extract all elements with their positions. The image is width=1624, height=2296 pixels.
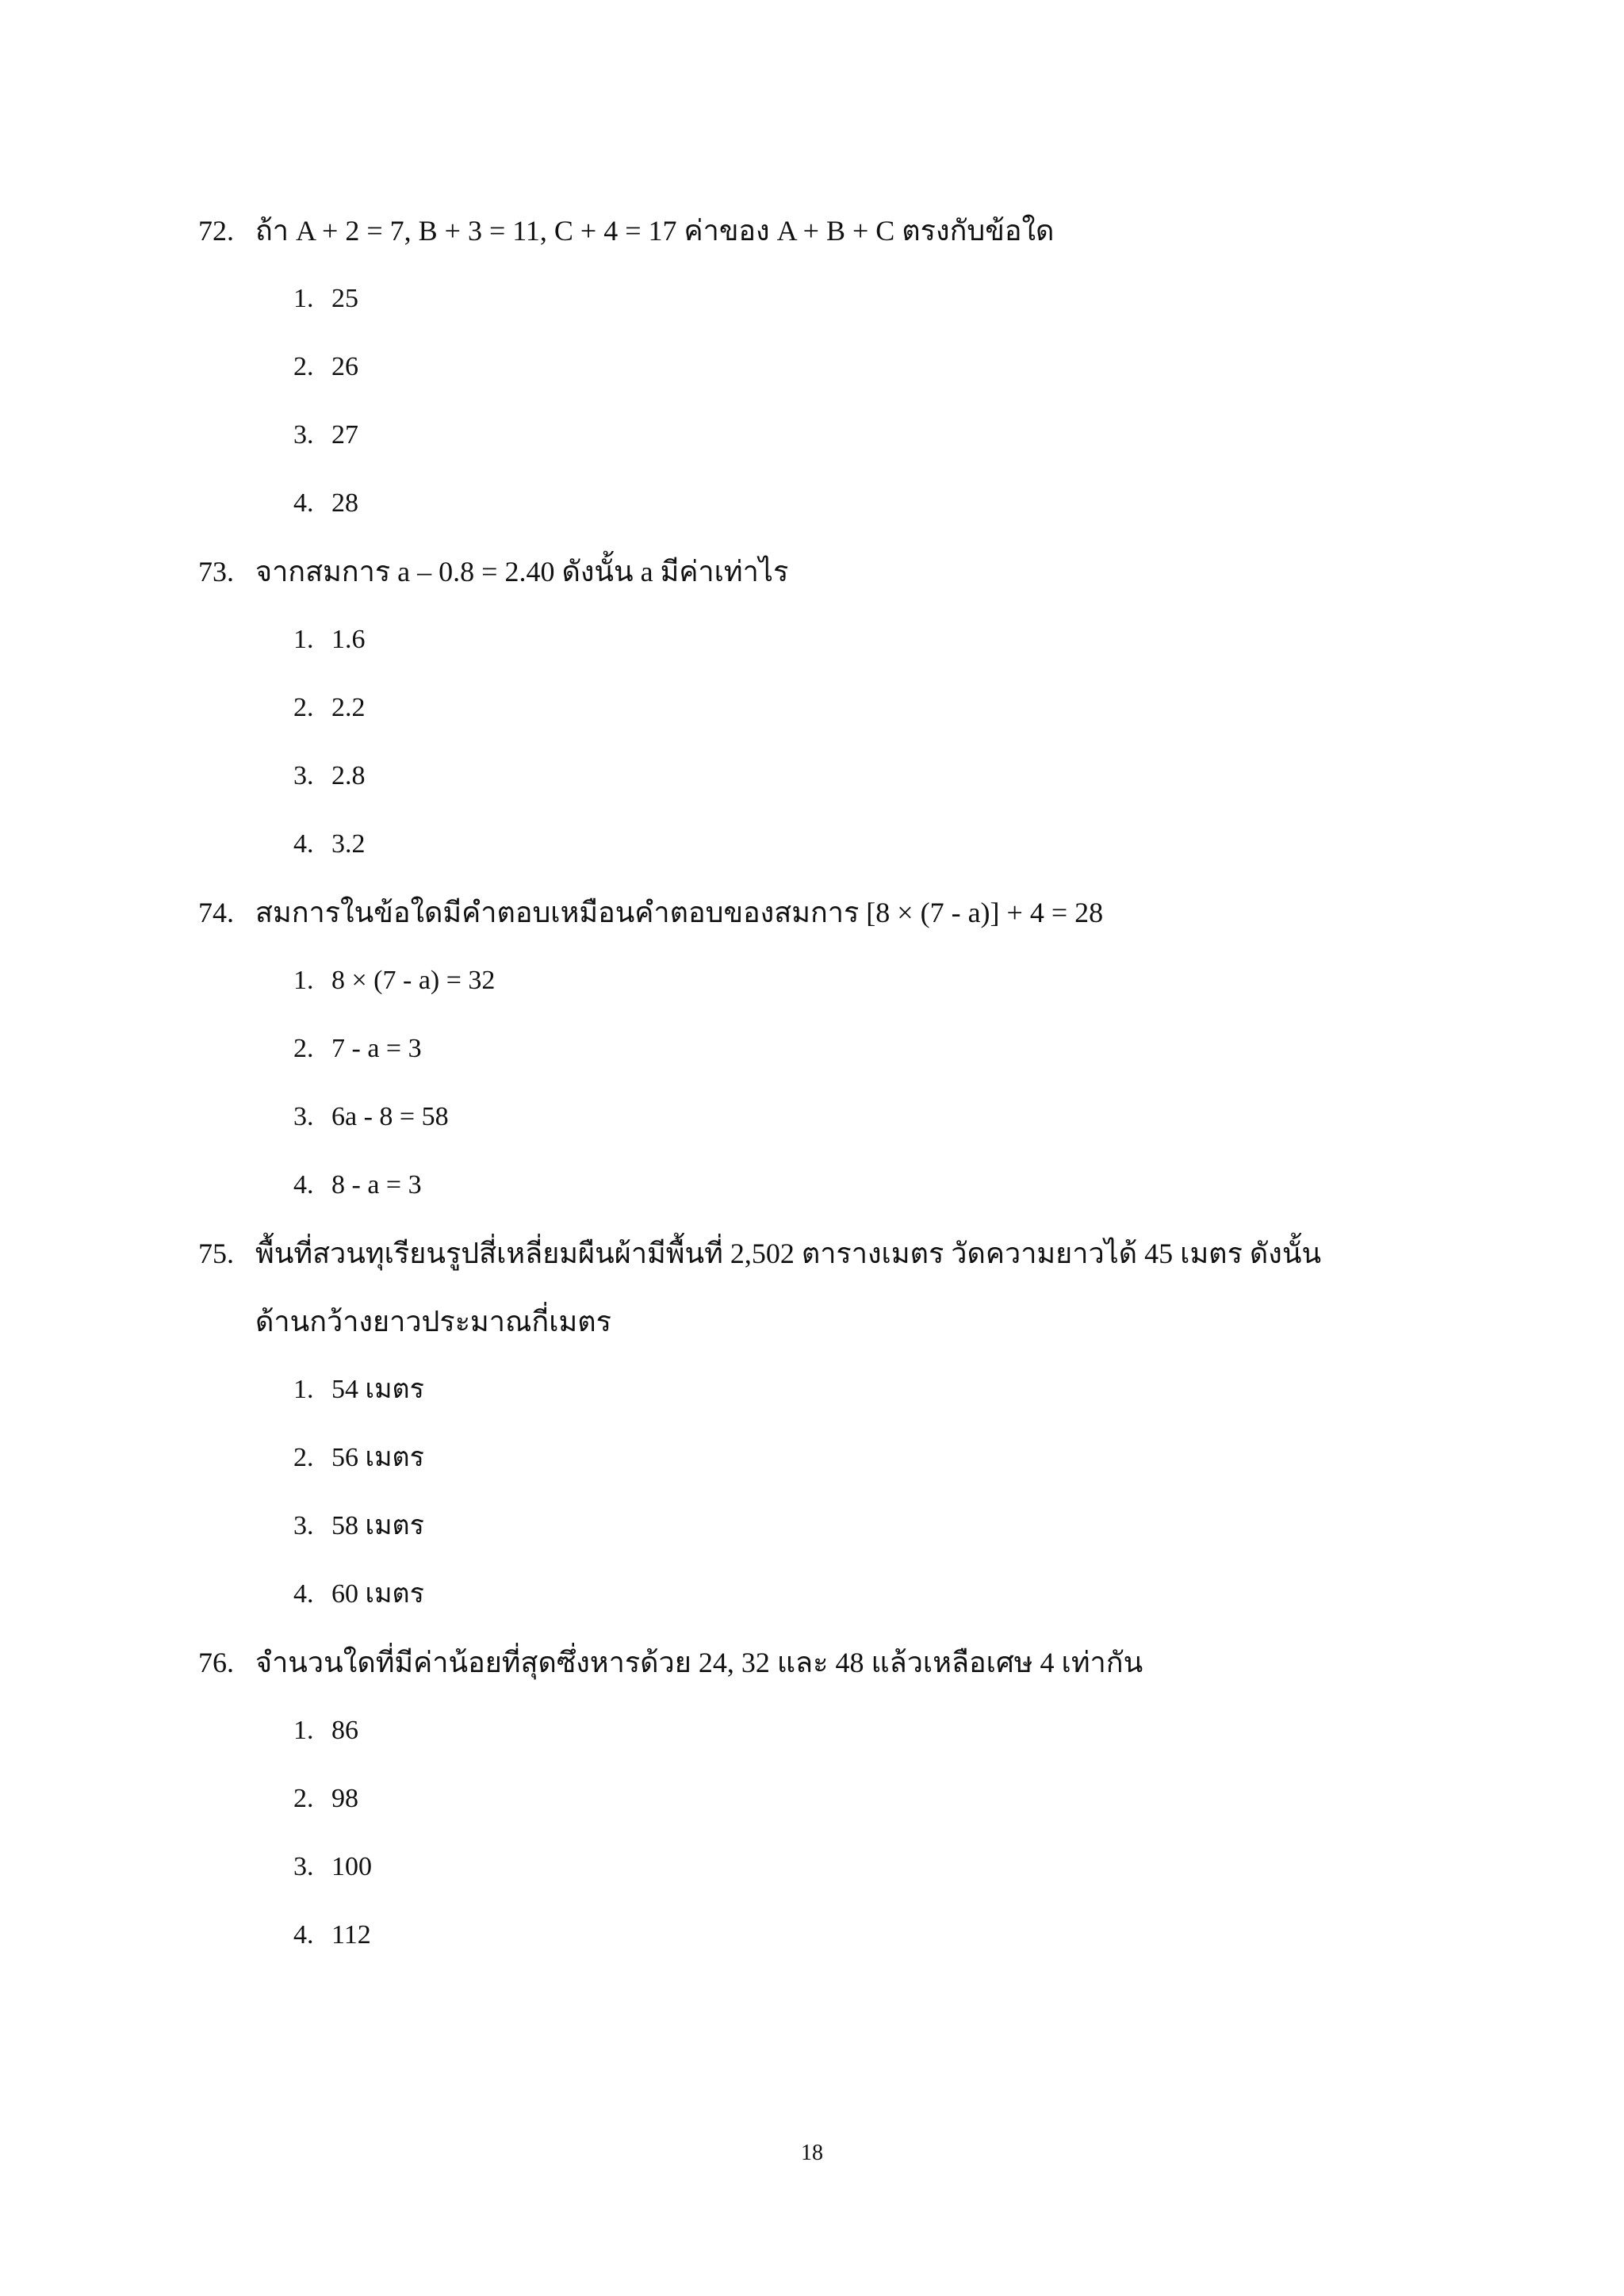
answer-option [293,742,1388,810]
option-text: 56 เมตร [331,1443,424,1472]
option-text: 8 × (7 - a) = 32 [331,966,496,995]
option-text: 98 [331,1784,358,1813]
option-number: 1. [293,966,314,995]
option-number: 2. [293,1034,314,1063]
option-number: 4. [293,829,314,859]
question-73 [198,538,1388,878]
option-text: 7 - a = 3 [331,1034,422,1063]
question-text: จากสมการ a – 0.8 = 2.40 ดังนั้น a มีค่าเท่าไร [255,556,789,587]
option-number: 3. [293,1102,314,1131]
option-text: 112 [331,1920,371,1950]
answer-option [293,1560,1388,1628]
option-text: 1.6 [331,625,366,654]
option-number: 4. [293,1170,314,1200]
option-text: 86 [331,1716,358,1745]
option-number: 1. [293,284,314,313]
option-number: 4. [293,1579,314,1609]
option-text: 27 [331,420,358,450]
option-number: 1. [293,1375,314,1404]
question-stem [198,538,1388,606]
answer-options [198,606,1388,878]
answer-option [293,606,1388,674]
answer-option [293,1356,1388,1424]
option-number: 3. [293,761,314,790]
question-stem [198,1628,1388,1697]
option-text: 3.2 [331,829,366,859]
option-number: 2. [293,1784,314,1813]
answer-option [293,265,1388,333]
answer-options [198,947,1388,1219]
question-text: จำนวนใดที่มีค่าน้อยที่สุดซึ่งหารด้วย 24, 32 และ 48 แล้วเหลือเศษ 4 เท่ากัน [255,1647,1143,1678]
answer-option [293,469,1388,538]
answer-option [293,1151,1388,1219]
question-number: 73. [198,556,234,587]
answer-option [293,674,1388,742]
option-number: 3. [293,420,314,450]
option-number: 2. [293,352,314,381]
question-75 [198,1219,1388,1628]
question-stem [198,1219,1388,1288]
question-text: พื้นที่สวนทุเรียนรูปสี่เหลี่ยมผืนผ้ามีพื้นที่ 2,502 ตารางเมตร วัดความยาวได้ 45 เมตร ดังนั้น [255,1238,1322,1269]
answer-option [293,1492,1388,1560]
answer-option [293,333,1388,401]
question-number: 74. [198,897,234,928]
question-text-continuation: ด้านกว้างยาวประมาณกี่เมตร [255,1306,611,1337]
option-number: 1. [293,625,314,654]
answer-option [293,1901,1388,1969]
question-text: ถ้า A + 2 = 7, B + 3 = 11, C + 4 = 17 ค่าของ A + B + C ตรงกับข้อใด [255,215,1055,247]
option-number: 4. [293,1920,314,1950]
answer-options [198,265,1388,538]
option-text: 2.8 [331,761,366,790]
page-number: 18 [801,2141,823,2165]
option-number: 2. [293,693,314,722]
question-74 [198,878,1388,1219]
option-number: 1. [293,1716,314,1745]
answer-option [293,810,1388,878]
answer-option [293,1833,1388,1901]
question-number: 75. [198,1238,234,1269]
option-text: 2.2 [331,693,366,722]
question-stem [198,197,1388,265]
question-stem [198,878,1388,947]
option-text: 100 [331,1852,372,1881]
option-number: 2. [293,1443,314,1472]
question-number: 72. [198,215,234,247]
question-number: 76. [198,1647,234,1678]
answer-options [198,1697,1388,1969]
option-text: 58 เมตร [331,1511,424,1540]
answer-option [293,1697,1388,1765]
option-text: 8 - a = 3 [331,1170,422,1200]
option-number: 3. [293,1511,314,1540]
option-text: 25 [331,284,358,313]
question-text: สมการในข้อใดมีคำตอบเหมือนคำตอบของสมการ [8 × (7 - a)] + 4 = 28 [255,897,1104,928]
answer-option [293,1083,1388,1151]
option-text: 54 เมตร [331,1375,424,1404]
question-76 [198,1628,1388,1969]
answer-option [293,1765,1388,1833]
answer-options [198,1356,1388,1628]
answer-option [293,1015,1388,1083]
option-text: 6a - 8 = 58 [331,1102,449,1131]
option-number: 4. [293,488,314,518]
answer-option [293,1424,1388,1492]
option-text: 28 [331,488,358,518]
option-text: 60 เมตร [331,1579,424,1609]
question-72 [198,197,1388,538]
option-text: 26 [331,352,358,381]
option-number: 3. [293,1852,314,1881]
answer-option [293,947,1388,1015]
answer-option [293,401,1388,469]
